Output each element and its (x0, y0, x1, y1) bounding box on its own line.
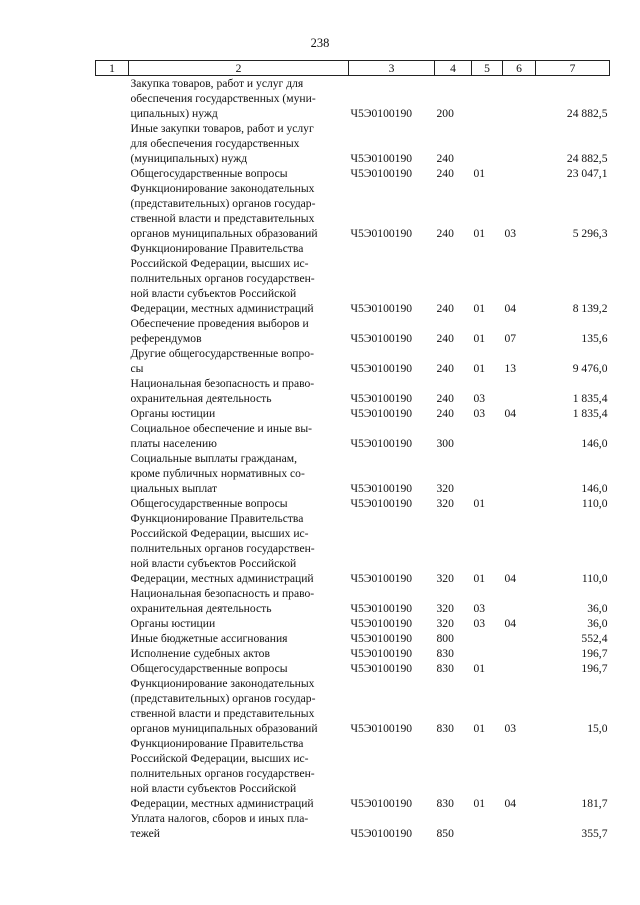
cell-code: Ч5Э0100190 (350, 437, 413, 450)
name-line: Социальные выплаты гражданам, (130, 452, 297, 465)
cell-vr: 240 (436, 362, 454, 375)
name-line: Национальная безопасность и право- (130, 587, 315, 600)
cell-code: Ч5Э0100190 (350, 632, 413, 645)
table-row (96, 346, 610, 376)
cell-vr: 320 (436, 497, 454, 510)
cell-rz: 01 (473, 662, 486, 675)
cell-pr (503, 376, 536, 406)
cell-sum: 15,0 (587, 722, 608, 735)
name-line: Российской Федерации, высших ис- (130, 257, 309, 270)
cell-code: Ч5Э0100190 (350, 107, 413, 120)
name-line: органов муниципальных образований (130, 722, 318, 735)
cell-sum: 23 047,1 (566, 167, 608, 180)
cell-code: Ч5Э0100190 (350, 647, 413, 660)
cell-sum: 36,0 (587, 617, 608, 630)
cell-name (129, 166, 349, 181)
cell-code: Ч5Э0100190 (350, 827, 413, 840)
header-col-3: 3 (349, 61, 435, 76)
cell-code: Ч5Э0100190 (350, 602, 413, 615)
cell-empty (96, 511, 129, 586)
cell-name (129, 736, 349, 811)
cell-name (129, 676, 349, 736)
cell-vr: 240 (436, 227, 454, 240)
name-line: Общегосударственные вопросы (130, 167, 288, 180)
name-line: Общегосударственные вопросы (130, 662, 288, 675)
cell-name (129, 181, 349, 241)
cell-sum: 355,7 (581, 827, 608, 840)
table-row (96, 661, 610, 676)
cell-pr: 04 (504, 407, 517, 420)
table-row (96, 421, 610, 451)
name-line: (представительных) органов государ- (130, 197, 316, 210)
cell-rz: 01 (473, 167, 486, 180)
cell-vr: 830 (436, 662, 454, 675)
cell-pr (503, 631, 536, 646)
header-col-2: 2 (129, 61, 349, 76)
table-body (96, 76, 610, 842)
name-line: Органы юстиции (130, 407, 216, 420)
name-line: Обеспечение проведения выборов и (130, 317, 309, 330)
cell-rz (472, 76, 503, 122)
cell-vr: 300 (436, 437, 454, 450)
cell-pr (503, 646, 536, 661)
name-line: Закупка товаров, работ и услуг для (130, 77, 304, 90)
cell-code: Ч5Э0100190 (350, 722, 413, 735)
cell-empty (96, 76, 129, 122)
cell-pr: 13 (504, 362, 517, 375)
table-row (96, 121, 610, 166)
cell-code: Ч5Э0100190 (350, 407, 413, 420)
cell-vr: 240 (436, 392, 454, 405)
name-line: ной власти субъектов Российской (130, 557, 297, 570)
cell-code: Ч5Э0100190 (350, 302, 413, 315)
cell-pr (503, 421, 536, 451)
cell-name (129, 121, 349, 166)
cell-sum: 24 882,5 (566, 107, 608, 120)
cell-sum: 5 296,3 (572, 227, 608, 240)
cell-code: Ч5Э0100190 (350, 392, 413, 405)
cell-sum: 110,0 (581, 497, 608, 510)
name-line: для обеспечения государственных (130, 137, 300, 150)
cell-sum: 8 139,2 (572, 302, 608, 315)
name-line: обеспечения государственных (муни- (130, 92, 316, 105)
cell-pr (503, 121, 536, 166)
cell-sum: 196,7 (581, 647, 608, 660)
name-line: Функционирование законодательных (130, 677, 315, 690)
cell-empty (96, 121, 129, 166)
name-line: кроме публичных нормативных со- (130, 467, 305, 480)
name-line: Органы юстиции (130, 617, 216, 630)
cell-empty (96, 421, 129, 451)
cell-vr: 320 (436, 572, 454, 585)
cell-sum: 1 835,4 (572, 407, 608, 420)
header-col-1: 1 (96, 61, 129, 76)
cell-rz: 03 (473, 407, 486, 420)
name-line: Социальное обеспечение и иные вы- (130, 422, 313, 435)
name-line: полнительных органов государствен- (130, 542, 315, 555)
name-line: Другие общегосударственные вопро- (130, 347, 314, 360)
cell-vr: 240 (436, 167, 454, 180)
name-line: ственной власти и представительных (130, 212, 315, 225)
cell-vr: 850 (436, 827, 454, 840)
cell-empty (96, 586, 129, 616)
cell-name (129, 376, 349, 406)
cell-code: Ч5Э0100190 (350, 497, 413, 510)
name-line: Функционирование Правительства (130, 737, 304, 750)
cell-empty (96, 661, 129, 676)
header-col-5: 5 (472, 61, 503, 76)
table-row (96, 241, 610, 316)
name-line: референдумов (130, 332, 202, 345)
cell-name (129, 421, 349, 451)
cell-code: Ч5Э0100190 (350, 227, 413, 240)
cell-name (129, 646, 349, 661)
cell-vr: 240 (436, 152, 454, 165)
name-line: платы населению (130, 437, 217, 450)
cell-code: Ч5Э0100190 (350, 617, 413, 630)
table-row (96, 811, 610, 841)
page-number: 238 (310, 36, 330, 50)
cell-name (129, 586, 349, 616)
header-col-7: 7 (536, 61, 610, 76)
table-row (96, 496, 610, 511)
cell-rz (472, 811, 503, 841)
name-line: Российской Федерации, высших ис- (130, 527, 309, 540)
name-line: охранительная деятельность (130, 602, 272, 615)
name-line: Национальная безопасность и право- (130, 377, 315, 390)
table-row (96, 451, 610, 496)
cell-rz: 01 (473, 797, 486, 810)
cell-pr: 04 (504, 572, 517, 585)
cell-sum: 146,0 (581, 482, 608, 495)
cell-name (129, 316, 349, 346)
header-col-4: 4 (435, 61, 472, 76)
name-line: Уплата налогов, сборов и иных пла- (130, 812, 309, 825)
cell-empty (96, 181, 129, 241)
cell-pr (503, 76, 536, 122)
name-line: Иные закупки товаров, работ и услуг (130, 122, 314, 135)
table-row (96, 646, 610, 661)
cell-vr: 830 (436, 647, 454, 660)
cell-rz: 01 (473, 362, 486, 375)
cell-vr: 240 (436, 302, 454, 315)
cell-code: Ч5Э0100190 (350, 662, 413, 675)
cell-sum: 24 882,5 (566, 152, 608, 165)
table-row (96, 181, 610, 241)
table-row (96, 76, 610, 122)
budget-table (95, 60, 610, 841)
cell-name (129, 511, 349, 586)
cell-name (129, 451, 349, 496)
cell-rz: 01 (473, 227, 486, 240)
cell-rz: 01 (473, 332, 486, 345)
name-line: Федерации, местных администраций (130, 302, 314, 315)
cell-rz (472, 631, 503, 646)
cell-sum: 196,7 (581, 662, 608, 675)
cell-empty (96, 616, 129, 631)
table-row (96, 676, 610, 736)
cell-rz (472, 121, 503, 166)
cell-pr: 03 (504, 722, 517, 735)
name-line: (представительных) органов государ- (130, 692, 316, 705)
header-row (96, 61, 610, 76)
name-line: полнительных органов государствен- (130, 767, 315, 780)
cell-name (129, 346, 349, 376)
cell-vr: 200 (436, 107, 454, 120)
name-line: ной власти субъектов Российской (130, 782, 297, 795)
name-line: Исполнение судебных актов (130, 647, 270, 660)
table-row (96, 406, 610, 421)
cell-empty (96, 646, 129, 661)
name-line: сы (130, 362, 144, 375)
name-line: Федерации, местных администраций (130, 797, 314, 810)
cell-empty (96, 676, 129, 736)
cell-rz: 03 (473, 617, 486, 630)
cell-name (129, 76, 349, 122)
cell-rz: 01 (473, 722, 486, 735)
table-row (96, 586, 610, 616)
cell-empty (96, 451, 129, 496)
cell-sum: 135,6 (581, 332, 608, 345)
cell-vr: 830 (436, 722, 454, 735)
name-line: полнительных органов государствен- (130, 272, 315, 285)
cell-code: Ч5Э0100190 (350, 572, 413, 585)
cell-rz (472, 646, 503, 661)
cell-sum: 9 476,0 (572, 362, 608, 375)
name-line: Иные бюджетные ассигнования (130, 632, 288, 645)
cell-vr: 240 (436, 332, 454, 345)
cell-sum: 552,4 (581, 632, 608, 645)
cell-vr: 320 (436, 617, 454, 630)
name-line: охранительная деятельность (130, 392, 272, 405)
cell-vr: 830 (436, 797, 454, 810)
cell-pr: 03 (504, 227, 517, 240)
cell-empty (96, 406, 129, 421)
cell-code: Ч5Э0100190 (350, 332, 413, 345)
table-row (96, 631, 610, 646)
cell-empty (96, 166, 129, 181)
cell-pr (503, 166, 536, 181)
name-line: органов муниципальных образований (130, 227, 318, 240)
table-row (96, 316, 610, 346)
cell-code: Ч5Э0100190 (350, 797, 413, 810)
cell-pr: 04 (504, 617, 517, 630)
table-row (96, 736, 610, 811)
name-line: Функционирование законодательных (130, 182, 315, 195)
table-row (96, 166, 610, 181)
cell-code: Ч5Э0100190 (350, 152, 413, 165)
cell-pr: 04 (504, 797, 517, 810)
cell-vr: 240 (436, 407, 454, 420)
name-line: тежей (130, 827, 160, 840)
cell-rz (472, 451, 503, 496)
cell-name (129, 661, 349, 676)
cell-vr: 320 (436, 482, 454, 495)
cell-rz (472, 421, 503, 451)
name-line: Функционирование Правительства (130, 242, 304, 255)
cell-name (129, 811, 349, 841)
cell-empty (96, 241, 129, 316)
cell-pr (503, 586, 536, 616)
cell-vr: 800 (436, 632, 454, 645)
name-line: Функционирование Правительства (130, 512, 304, 525)
table-row (96, 511, 610, 586)
cell-code: Ч5Э0100190 (350, 167, 413, 180)
cell-empty (96, 496, 129, 511)
cell-code: Ч5Э0100190 (350, 362, 413, 375)
cell-name (129, 406, 349, 421)
cell-empty (96, 736, 129, 811)
name-line: Федерации, местных администраций (130, 572, 314, 585)
cell-rz: 01 (473, 572, 486, 585)
header-col-6: 6 (503, 61, 536, 76)
cell-name (129, 631, 349, 646)
cell-sum: 36,0 (587, 602, 608, 615)
name-line: ципальных) нужд (130, 107, 218, 120)
name-line: ственной власти и представительных (130, 707, 315, 720)
cell-sum: 1 835,4 (572, 392, 608, 405)
cell-pr (503, 811, 536, 841)
table-row (96, 376, 610, 406)
cell-pr: 04 (504, 302, 517, 315)
cell-empty (96, 631, 129, 646)
cell-pr (503, 661, 536, 676)
cell-name (129, 496, 349, 511)
cell-pr (503, 496, 536, 511)
cell-name (129, 616, 349, 631)
cell-pr (503, 451, 536, 496)
cell-sum: 181,7 (581, 797, 608, 810)
cell-empty (96, 376, 129, 406)
cell-code: Ч5Э0100190 (350, 482, 413, 495)
cell-rz: 03 (473, 392, 486, 405)
name-line: Общегосударственные вопросы (130, 497, 288, 510)
cell-rz: 01 (473, 497, 486, 510)
table-row (96, 616, 610, 631)
cell-vr: 320 (436, 602, 454, 615)
cell-sum: 110,0 (581, 572, 608, 585)
cell-pr: 07 (504, 332, 517, 345)
name-line: ной власти субъектов Российской (130, 287, 297, 300)
cell-sum: 146,0 (581, 437, 608, 450)
cell-rz: 01 (473, 302, 486, 315)
cell-name (129, 241, 349, 316)
name-line: Российской Федерации, высших ис- (130, 752, 309, 765)
cell-empty (96, 346, 129, 376)
cell-empty (96, 811, 129, 841)
name-line: (муниципальных) нужд (130, 152, 248, 165)
cell-empty (96, 316, 129, 346)
cell-rz: 03 (473, 602, 486, 615)
name-line: циальных выплат (130, 482, 218, 495)
